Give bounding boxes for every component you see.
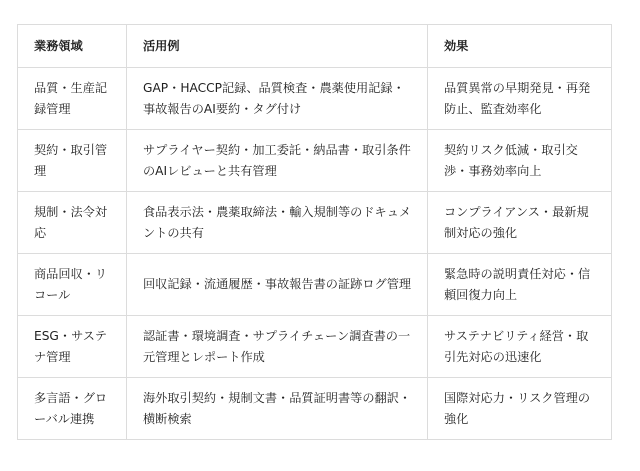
table-row <box>18 378 612 440</box>
header-business-area: 業務領域 <box>18 25 127 68</box>
cell-use-case: GAP・HACCP記録、品質検査・農薬使用記録・事故報告のAI要約・タグ付け <box>127 68 428 130</box>
cell-use-case: 食品表示法・農薬取締法・輸入規制等のドキュメントの共有 <box>127 192 428 254</box>
cell-effect: 品質異常の早期発見・再発防止、監査効率化 <box>428 68 612 130</box>
cell-business-area: ESG・サステナ管理 <box>18 316 127 378</box>
business-use-table <box>17 24 612 440</box>
table-row <box>18 192 612 254</box>
cell-business-area: 品質・生産記録管理 <box>18 68 127 130</box>
header-use-case: 活用例 <box>127 25 428 68</box>
table-row <box>18 130 612 192</box>
cell-business-area: 商品回収・リコール <box>18 254 127 316</box>
cell-use-case: 認証書・環境調査・サプライチェーン調査書の一元管理とレポート作成 <box>127 316 428 378</box>
table-row <box>18 68 612 130</box>
cell-effect: 契約リスク低減・取引交渉・事務効率向上 <box>428 130 612 192</box>
cell-effect: サステナビリティ経営・取引先対応の迅速化 <box>428 316 612 378</box>
cell-use-case: サプライヤー契約・加工委託・納品書・取引条件のAIレビューと共有管理 <box>127 130 428 192</box>
cell-use-case: 海外取引契約・規制文書・品質証明書等の翻訳・横断検索 <box>127 378 428 440</box>
header-effect: 効果 <box>428 25 612 68</box>
cell-effect: 緊急時の説明責任対応・信頼回復力向上 <box>428 254 612 316</box>
header-row <box>18 25 612 68</box>
table-row <box>18 316 612 378</box>
cell-business-area: 契約・取引管理 <box>18 130 127 192</box>
cell-effect: 国際対応力・リスク管理の強化 <box>428 378 612 440</box>
table-container <box>17 24 611 440</box>
table-row <box>18 254 612 316</box>
cell-use-case: 回収記録・流通履歴・事故報告書の証跡ログ管理 <box>127 254 428 316</box>
cell-business-area: 多言語・グローバル連携 <box>18 378 127 440</box>
cell-business-area: 規制・法令対応 <box>18 192 127 254</box>
cell-effect: コンプライアンス・最新規制対応の強化 <box>428 192 612 254</box>
